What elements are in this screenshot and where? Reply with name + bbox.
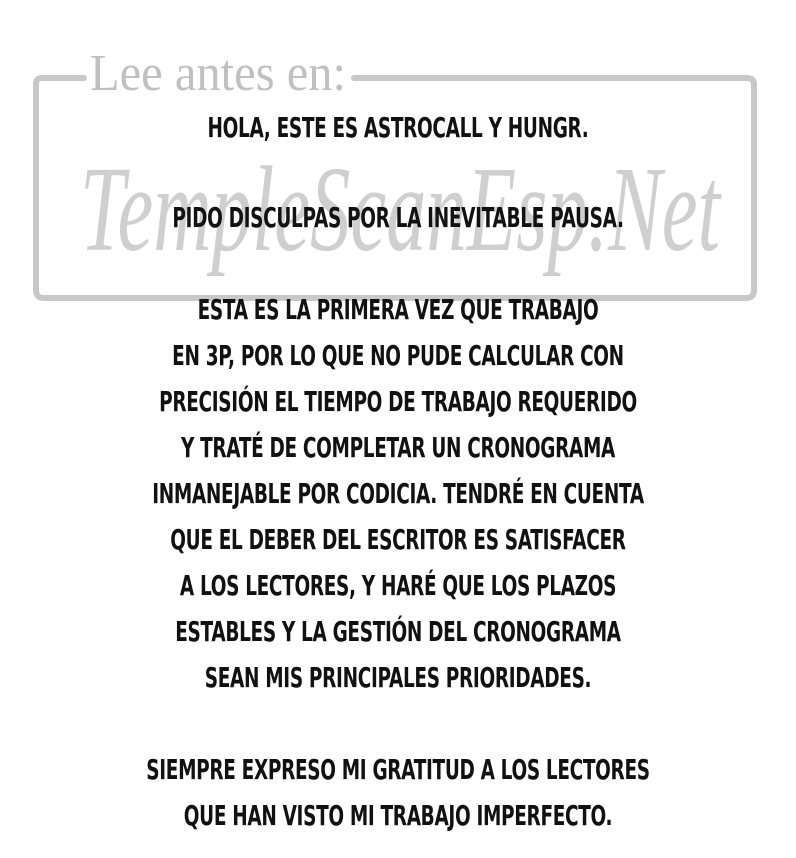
paragraph-line: EN 3P, POR LO QUE NO PUDE CALCULAR CON: [172, 339, 624, 372]
paragraph-line: PRECISIÓN EL TIEMPO DE TRABAJO REQUERIDO: [159, 385, 637, 418]
paragraph-line: A LOS LECTORES, Y HARÉ QUE LOS PLAZOS: [179, 569, 617, 602]
watermark-lead-text: Lee antes en:: [90, 45, 346, 102]
paragraph-line: QUE EL DEBER DEL ESCRITOR ES SATISFACER: [170, 523, 626, 556]
closing-line: QUE HAN VISTO MI TRABAJO IMPERFECTO.: [183, 799, 613, 832]
closing-line: SIEMPRE EXPRESO MI GRATITUD A LOS LECTORES: [146, 753, 650, 786]
paragraph-line: ESTABLES Y LA GESTIÓN DEL CRONOGRAMA: [175, 615, 621, 648]
paragraph-line: SEAN MIS PRINCIPALES PRIORIDADES.: [204, 661, 592, 694]
watermark-site-text: TempleScanEsp.Net: [80, 142, 723, 277]
paragraph-line: ESTA ES LA PRIMERA VEZ QUE TRABAJO: [197, 293, 599, 326]
apology-line: PIDO DISCULPAS POR LA INEVITABLE PAUSA.: [172, 201, 624, 234]
paragraph-line: Y TRATÉ DE COMPLETAR UN CRONOGRAMA: [180, 431, 616, 464]
greeting-line: HOLA, ESTE ES ASTROCALL Y HUNGR.: [207, 111, 589, 144]
paragraph-line: INMANEJABLE POR CODICIA. TENDRÉ EN CUENTA: [152, 477, 644, 510]
